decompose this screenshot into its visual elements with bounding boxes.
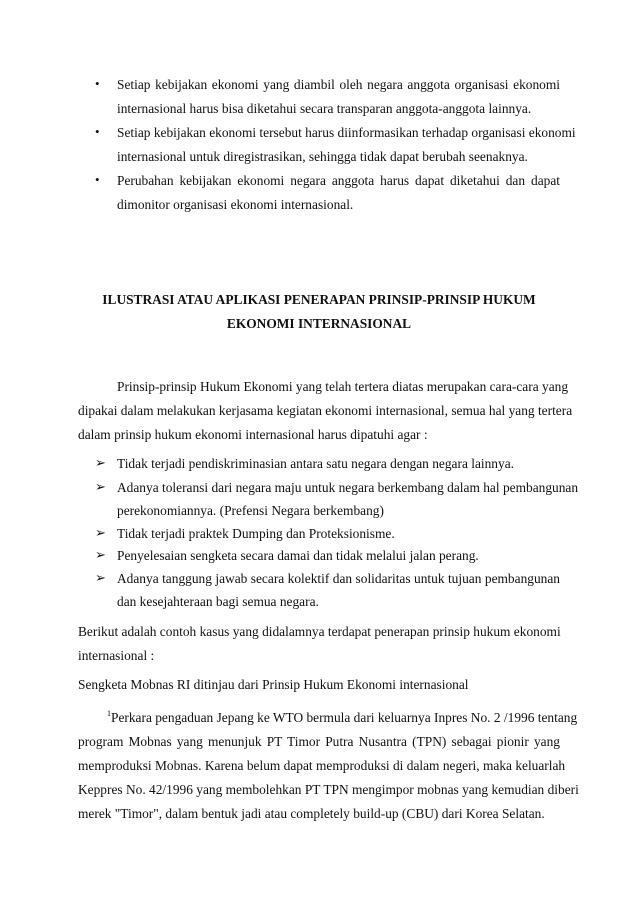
case-body-line2: program Mobnas yang menunjuk PT Timor Putra Nusantra (TPN) sebagai pionir yang [78, 734, 560, 749]
bullet-item-3-line1: Perubahan kebijakan ekonomi negara anggota harus dapat diketahui dan dapat [117, 173, 560, 188]
arrow-bullet-icon: ➢ [95, 525, 106, 540]
bullet-item-1-line1: Setiap kebijakan ekonomi yang diambil oleh negara anggota organisasi ekonomi [117, 77, 560, 92]
bullet-item-1-line2: internasional harus bisa diketahui secara transparan anggota-anggota lainnya. [117, 101, 532, 116]
arrow-bullet-icon: ➢ [95, 570, 106, 585]
bullet-marker: • [95, 76, 100, 91]
case-body-line5: merek "Timor", dalam bentuk jadi atau completely build-up (CBU) dari Korea Selatan. [78, 806, 545, 821]
arrow-item-2-line2: perekonomiannya. (Prefensi Negara berkembang) [117, 503, 384, 518]
case-body-line1-text: Perkara pengaduan Jepang ke WTO bermula dari keluarnya Inpres No. 2 /1996 tentang [111, 710, 578, 725]
case-body-line1 [107, 709, 578, 726]
bullet-item-2-line2: internasional untuk diregistrasikan, sehingga tidak dapat berubah seenaknya. [117, 149, 528, 164]
case-intro-line1: Berikut adalah contoh kasus yang didalamnya terdapat penerapan prinsip hukum ekonomi [78, 624, 561, 639]
case-intro-line2: internasional : [78, 648, 155, 663]
arrow-item-4: Penyelesaian sengketa secara damai dan tidak melalui jalan perang. [117, 548, 479, 563]
bullet-marker: • [95, 124, 100, 139]
case-body-line4: Keppres No. 42/1996 yang membolehkan PT TPN mengimpor mobnas yang kemudian diberi [78, 782, 579, 797]
section-heading-line1: ILUSTRASI ATAU APLIKASI PENERAPAN PRINSIP-PRINSIP HUKUM [102, 292, 536, 307]
case-title: Sengketa Mobnas RI ditinjau dari Prinsip Hukum Ekonomi internasional [78, 677, 469, 692]
intro-line3: dalam prinsip hukum ekonomi internasional harus dipatuhi agar : [78, 427, 428, 442]
arrow-item-1: Tidak terjadi pendiskriminasian antara satu negara dengan negara lainnya. [117, 456, 514, 471]
arrow-item-3: Tidak terjadi praktek Dumping dan Proteksionisme. [117, 526, 395, 541]
arrow-bullet-icon: ➢ [95, 479, 106, 494]
intro-line2: dipakai dalam melakukan kerjasama kegiatan ekonomi internasional, semua hal yang tertera [78, 403, 573, 418]
arrow-bullet-icon: ➢ [95, 455, 106, 470]
section-heading-line2: EKONOMI INTERNASIONAL [226, 316, 412, 331]
intro-line1: Prinsip-prinsip Hukum Ekonomi yang telah tertera diatas merupakan cara-cara yang [117, 379, 569, 394]
bullet-item-2-line1: Setiap kebijakan ekonomi tersebut harus diinformasikan terhadap organisasi ekonomi [117, 125, 576, 140]
arrow-item-5-line2: dan kesejahteraan bagi semua negara. [117, 594, 319, 609]
bullet-item-3-line2: dimonitor organisasi ekonomi internasional. [117, 197, 354, 212]
footnote-mark: 1 [107, 709, 111, 718]
arrow-item-2-line1: Adanya toleransi dari negara maju untuk negara berkembang dalam hal pembangunan [117, 480, 579, 495]
case-body-line3: memproduksi Mobnas. Karena belum dapat memproduksi di dalam negeri, maka keluarlah [78, 758, 566, 773]
arrow-bullet-icon: ➢ [95, 547, 106, 562]
bullet-marker: • [95, 172, 100, 187]
arrow-item-5-line1: Adanya tanggung jawab secara kolektif dan solidaritas untuk tujuan pembangunan [117, 571, 560, 586]
